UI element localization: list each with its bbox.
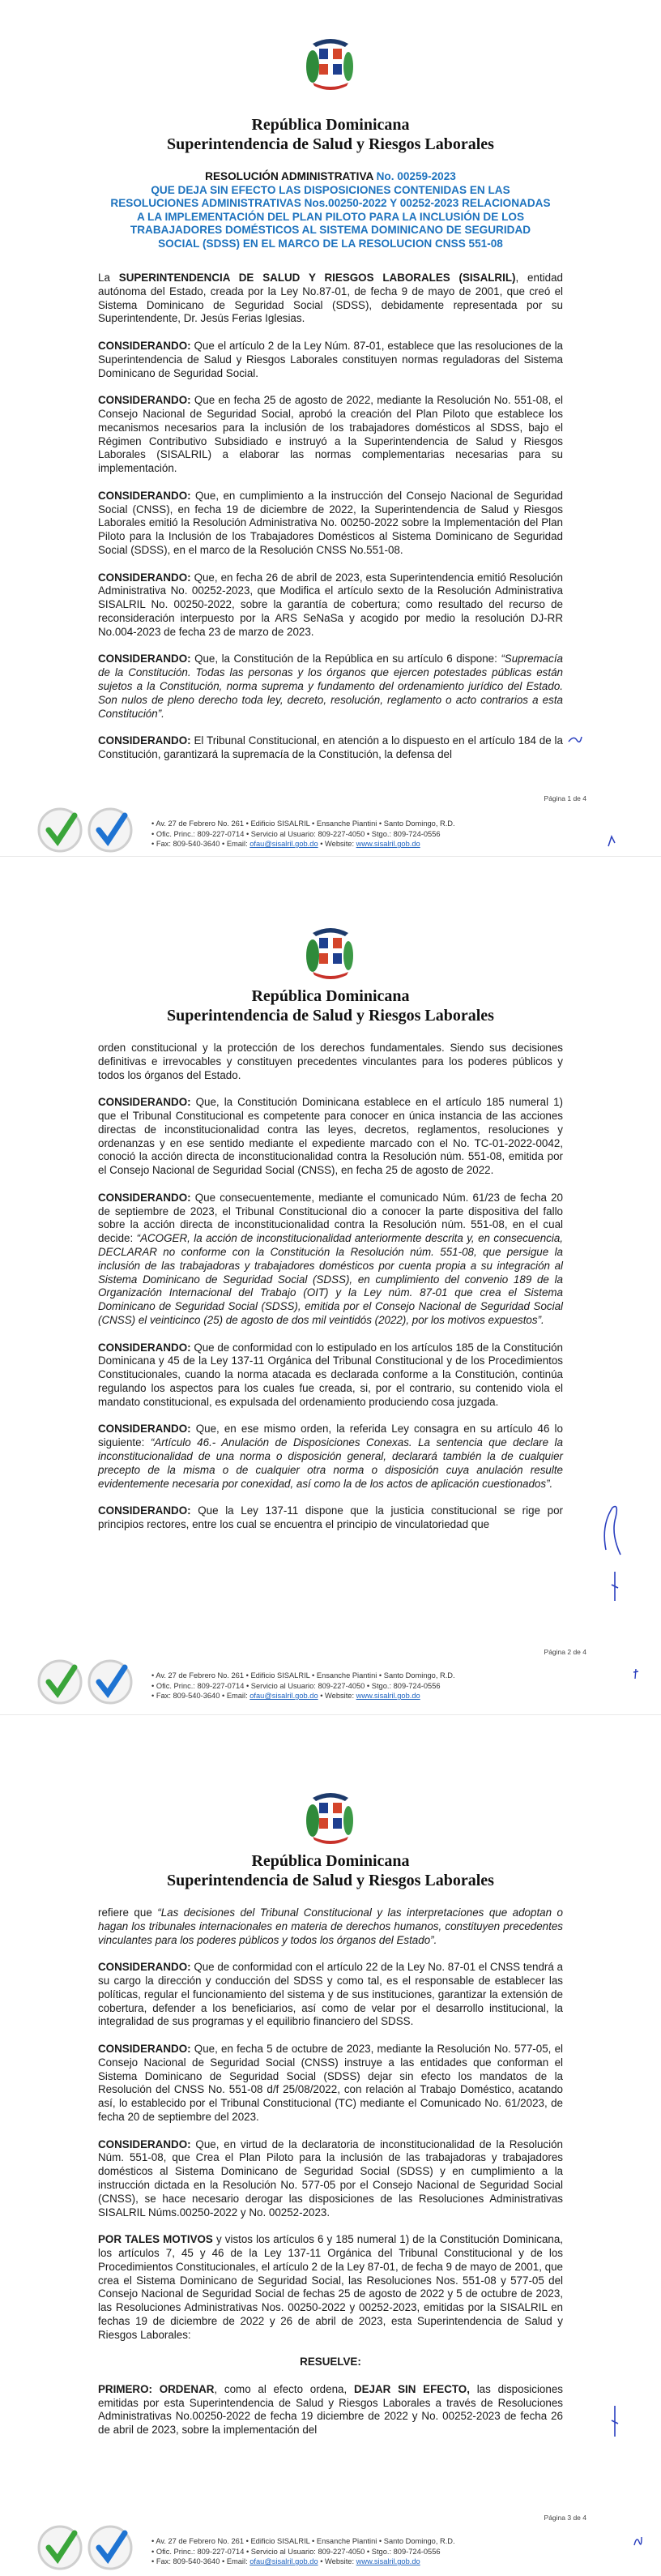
resolution-subtitle-line: SOCIAL (SDSS) EN EL MARCO DE LA RESOLUCION CNSS 551-08: [158, 237, 503, 250]
coat-of-arms-icon: [301, 1787, 360, 1851]
letterhead: [0, 1851, 661, 1890]
resolution-subtitle-line: A LA IMPLEMENTACIÓN DEL PLAN PILOTO PARA LA INCLUSIÓN DE LOS: [136, 210, 525, 223]
entity-name: SUPERINTENDENCIA DE SALUD Y RIESGOS LABORALES (SISALRIL): [118, 272, 516, 284]
resolution-subtitle-line: RESOLUCIONES ADMINISTRATIVAS Nos.00250-2022 Y 00252-2023 RELACIONADAS: [110, 197, 551, 210]
vinculatoriedad-quote: “Las decisiones del Tribunal Constitucional y las interpretaciones que adoptan o hagan los tribunales internacionales en materia de derechos humanos, constituyen precedentes vinculantes para los poderes públicos y todos los órganos del Estado”.: [98, 1906, 563, 1946]
article-46-quote: “Artículo 46.- Anulación de Disposiciones Conexas. La sentencia que declare la inconstitucionalidad de una norma o disposición general, declarará también la de cualquier precepto de la misma o de cualquier otra norma o disposición cuya anulación resulte evidentemente necesaria por conexidad, así como la de los actos de aplicación cuestionados”.: [98, 1436, 563, 1490]
letterhead-country: República Dominicana: [251, 1852, 410, 1870]
email-link[interactable]: ofau@sisalril.gob.do: [249, 840, 318, 849]
website-link[interactable]: www.sisalril.gob.do: [356, 1692, 420, 1701]
page-number: Página 2 de 4: [544, 1648, 586, 1656]
intro-paragraph: La SUPERINTENDENCIA DE SALUD Y RIESGOS LABORALES (SISALRIL), entidad autónoma del Estado, creada por la Ley No.87-01, de fecha 9 de mayo de 2001, que creó el Sistema Dominicano de Seguridad Social (SDSS), debidamente representada por su Superintendente, Dr. Jesús Ferias Iglesias.: [98, 272, 563, 325]
document-page-2: [0, 856, 661, 1714]
page-3-body: [98, 1906, 563, 2451]
resuelve-heading: RESUELVE:: [300, 2356, 361, 2368]
page-1-body: [98, 272, 563, 775]
considerando-paragraph: CONSIDERANDO: Que, en fecha 5 de octubre de 2023, mediante la Resolución No. 577-05, el Consejo Nacional de Seguridad Social (CNSS) instruye a las entidades que conforman el Sistema Dominicano de Seguridad Social (SDSS) dejar sin efecto los mandatos de la Resolución del CNSS No. 551-08 d/f 25/08/2022, con relación al Trabajo Doméstico, acatando así, lo establecido por el Tribunal Constitucional (TC) mediante el Comunicado No. 61/2023, de fecha 20 de septiembre del 2023.: [98, 2042, 563, 2123]
page-footer: [0, 804, 661, 856]
resolution-prefix: RESOLUCIÓN ADMINISTRATIVA: [205, 170, 373, 182]
considerando-paragraph: CONSIDERANDO: Que, la Constitución Dominicana establece en el artículo 185 numeral 1) que el Tribunal Constitucional es competente para conocer en única instancia de las acciones directas de inconstitucionalidad contra las leyes, decretos, reglamentos, resoluciones y ordenanzas y en ese sentido mediante el expediente marcado con el No. TC-01-2022-0042, conoció la acción directa de inconstitucionalidad contra la Resolución núm. 551-08, emitida por el Consejo Nacional de Seguridad Social (CNSS), en fecha 25 de agosto de 2022.: [98, 1096, 563, 1177]
tribunal-quote: “ACOGER, la acción de inconstitucionalidad anteriormente descrita y, en consecuencia, DECLARAR no conforme con la Constitución la Resolución núm. 551-08, que persigue la inclusión de las trabajadoras y trabajadores domésticos por cuenta propia a su integración al Sistema Dominicano de Seguridad Social (SDSS), en cumplimiento del convenio 189 de la Organización Internacional del Trabajo (OIT) y la Ley núm. 87-01 que crea el Sistema Dominicano de Seguridad Social (SDSS), emitida por el Consejo Nacional de Seguridad Social (CNSS) el veinticinco (25) de agosto de dos mil veintidós (2022), por los motivos expuestos”.: [98, 1232, 563, 1326]
document-page-1: [0, 0, 661, 856]
signature-mark-icon: [606, 833, 617, 848]
page-2-body: [98, 1042, 563, 1545]
continuation-paragraph: orden constitucional y la protección de los derechos fundamentales. Siendo sus decisiones definitivas e irrevocables y constituyen precedentes vinculantes para los poderes públicos y todos los órganos del Estado.: [98, 1042, 563, 1081]
letterhead-institution: Superintendencia de Salud y Riesgos Laborales: [167, 1007, 494, 1025]
considerando-paragraph: CONSIDERANDO: Que de conformidad con el artículo 22 de la Ley No. 87-01 el CNSS tendrá a su cargo la dirección y conducción del SDSS y como tal, es el responsable de establecer las políticas, regular el funcionamiento del sistema y de sus instituciones, garantizar la extensión de cobertura, defender a los beneficiarios, así como de velar por el desarrollo institucional, la integralidad de sus programas y el equilibrio financiero del SDSS.: [98, 1961, 563, 2028]
letterhead-country: República Dominicana: [251, 987, 410, 1005]
certification-seal-blue-icon: [87, 1659, 133, 1705]
considerando-paragraph: CONSIDERANDO: Que, en fecha 26 de abril de 2023, esta Superintendencia emitió Resolución Administrativa No. 00252-2023, que Modifica el artículo sexto de la Resolución Administrativa SISALRIL No. 00250-2022, sobre la garantía de cobertura; como resultado del recurso de reconsideración interpuesto por la ARS SeNaSa y acogido por medio la resolución DJ-RR No.004-2023 de fecha 23 de marzo de 2023.: [98, 571, 563, 638]
signature-mark-icon: [567, 734, 583, 745]
website-link[interactable]: www.sisalril.gob.do: [356, 2557, 420, 2566]
signature-mark-icon: [609, 2404, 620, 2438]
signature-mark-icon: [598, 1501, 627, 1558]
considerando-paragraph: CONSIDERANDO: Que el artículo 2 de la Ley Núm. 87-01, establece que las resoluciones de la Superintendencia de Salud y Riesgos Laborales constituyen normas reguladoras del Sistema Dominicano de Seguridad Social.: [98, 339, 563, 379]
considerando-paragraph: CONSIDERANDO: Que, en cumplimiento a la instrucción del Consejo Nacional de Seguridad Social (CNSS), en fecha 19 de diciembre de 2022, la Superintendencia de Salud y Riesgos Laborales emitió la Resolución Administrativa No. 00250-2022 sobre la Implementación del Plan Piloto para la Inclusión de los Trabajadores Domésticos al Sistema Dominicano de Seguridad Social (SDSS), en el marco de la Resolución CNSS No.551-08.: [98, 489, 563, 556]
footer-contact: • Av. 27 de Febrero No. 261 • Edificio SISALRIL • Ensanche Piantini • Santo Domingo, R.D. • Ofic. Princ.: 809-227-0714 • Servicio al Usuario: 809-227-4050 • Stgo.: 809-724-0556 • Fax: 809-540-3640 • Email: ofau@sisalril.gob.do • Website: www.sisalril.gob.do: [151, 1671, 455, 1701]
resolution-title: [97, 170, 564, 251]
footer-contact: • Av. 27 de Febrero No. 261 • Edificio SISALRIL • Ensanche Piantini • Santo Domingo, R.D. • Ofic. Princ.: 809-227-0714 • Servicio al Usuario: 809-227-4050 • Stgo.: 809-724-0556 • Fax: 809-540-3640 • Email: ofau@sisalril.gob.do • Website: www.sisalril.gob.do: [151, 819, 455, 849]
primero-paragraph: PRIMERO: ORDENAR, como al efecto ordena, DEJAR SIN EFECTO, las disposiciones emitidas por esta Superintendencia de Salud y Riesgos Laborales a través de Resoluciones Administrativas No.00250-2022 de fecha 19 diciembre de 2022 y No. 00252-2023 de fecha 26 de abril de 2023, sobre la implementación del: [98, 2382, 563, 2437]
signature-mark-icon: [632, 1667, 640, 1680]
coat-of-arms-icon: [301, 922, 360, 986]
resolution-subtitle-line: TRABAJADORES DOMÉSTICOS AL SISTEMA DOMINICANO DE SEGURIDAD: [130, 224, 531, 237]
certification-seal-green-icon: [37, 807, 83, 853]
certification-seal-green-icon: [37, 1659, 83, 1705]
website-link[interactable]: www.sisalril.gob.do: [356, 840, 420, 849]
constitution-quote: “Supremacía de la Constitución. Todas las personas y los órganos que ejercen potestades públicas están sujetos a la Constitución, norma suprema y fundamento del ordenamiento jurídico del Estado. Son nulos de pleno derecho toda ley, decreto, resolución, reglamento o acto contrarios a esta Constitución”.: [98, 653, 563, 720]
considerando-paragraph: CONSIDERANDO: Que, en ese mismo orden, la referida Ley consagra en su artículo 46 lo siguiente: “Artículo 46.- Anulación de Disposiciones Conexas. La sentencia que declare la inconstitucionalidad de una norma o disposición general, declarará también la de cualquier precepto de la misma o de cualquier otra norma o disposición cuya anulación resulte evidentemente necesaria por conexidad, así como la de los actos de aplicación cuestionados”.: [98, 1423, 563, 1490]
footer-contact: • Av. 27 de Febrero No. 261 • Edificio SISALRIL • Ensanche Piantini • Santo Domingo, R.D. • Ofic. Princ.: 809-227-0714 • Servicio al Usuario: 809-227-4050 • Stgo.: 809-724-0556 • Fax: 809-540-3640 • Email: ofau@sisalril.gob.do • Website: www.sisalril.gob.do: [151, 2537, 455, 2566]
considerando-paragraph: CONSIDERANDO: Que consecuentemente, mediante el comunicado Núm. 61/23 de fecha 20 de septiembre de 2023, el Tribunal Constitucional dio a conocer la parte dispositiva del fallo sobre la acción directa de inconstitucionalidad contra la Resolución núm. 551-08, en el cual decide: “ACOGER, la acción de inconstitucionalidad anteriormente descrita y, en consecuencia, DECLARAR no conforme con la Constitución la Resolución núm. 551-08, que persigue la inclusión de las trabajadoras y trabajadores domésticos por cuenta propia a su integración al Sistema Dominicano de Seguridad Social (SDSS), en cumplimiento del convenio 189 de la Organización Internacional del Trabajo (OIT) y la Ley núm. 87-01 que crea el Sistema Dominicano de Seguridad Social (SDSS), emitida por el Consejo Nacional de Seguridad Social (CNSS) el veinticinco (25) de agosto de dos mil veintidós (2022), por los motivos expuestos”.: [98, 1191, 563, 1326]
considerando-paragraph: CONSIDERANDO: El Tribunal Constitucional, en atención a lo dispuesto en el artículo 184 de la Constitución, garantizará la supremacía de la Constitución, la defensa del: [98, 734, 563, 760]
signature-mark-icon: [609, 1570, 620, 1603]
letterhead-institution: Superintendencia de Salud y Riesgos Laborales: [167, 135, 494, 153]
certification-seal-blue-icon: [87, 807, 133, 853]
document-page-3: [0, 1714, 661, 2576]
certification-seal-blue-icon: [87, 2525, 133, 2570]
page-footer: [0, 1656, 661, 1714]
considerando-paragraph: CONSIDERANDO: Que, en virtud de la declaratoria de inconstitucionalidad de la Resolución Núm. 551-08, que Crea el Plan Piloto para la inclusión de las trabajadoras y trabajadores domésticos al Sistema Dominicano de Seguridad Social (SDSS) y en cumplimiento a la instrucción dictada en la Resolución No. 577-05 por el Consejo Nacional de Seguridad Social (CNSS), se hace necesario derogar las disposiciones de las Resoluciones Administrativas SISALRIL Núms.00250-2022 y No. 00252-2023.: [98, 2137, 563, 2219]
continuation-paragraph: refiere que “Las decisiones del Tribunal Constitucional y las interpretaciones que adoptan o hagan los tribunales internacionales en materia de derechos humanos, constituyen precedentes vinculantes para los poderes públicos y todos los órganos del Estado”.: [98, 1906, 563, 1946]
letterhead: [0, 115, 661, 154]
certification-seal-green-icon: [37, 2525, 83, 2570]
page-number: Página 3 de 4: [544, 2514, 586, 2522]
letterhead: [0, 986, 661, 1025]
resolution-number: No. 00259-2023: [376, 170, 456, 182]
considerando-paragraph: CONSIDERANDO: Que la Ley 137-11 dispone que la justicia constitucional se rige por principios rectores, entre los cual se encuentra el principio de vinculatoriedad que: [98, 1504, 563, 1530]
email-link[interactable]: ofau@sisalril.gob.do: [249, 1692, 318, 1701]
signature-mark-icon: [632, 2534, 643, 2548]
coat-of-arms-icon: [301, 32, 360, 97]
email-link[interactable]: ofau@sisalril.gob.do: [249, 2557, 318, 2566]
por-tales-motivos-paragraph: POR TALES MOTIVOS y vistos los artículos 6 y 185 numeral 1) de la Constitución Dominicana, los artículos 7, 45 y 46 de la Ley 137-11 Orgánica del Tribunal Constitucional y de los Procedimientos Constitucionales, el artículo 2 de la Ley 87-01, de fecha 9 de mayo de 2001, que crea el Sistema Dominicano de Seguridad Social, las Resoluciones Nos. 551-08 y 577-05 del Consejo Nacional de Seguridad Social de fechas 25 de agosto de 2022 y 5 de octubre de 2023, las Resoluciones Administrativas Nos. 00250-2022 y 00252-2023, emitidas por la SISALRIL en fechas 19 de diciembre de 2022 y 26 de abril de 2023, esta Superintendencia de Salud y Riesgos Laborales:: [98, 2233, 564, 2341]
letterhead-institution: Superintendencia de Salud y Riesgos Laborales: [167, 1872, 494, 1889]
considerando-paragraph: CONSIDERANDO: Que, la Constitución de la República en su artículo 6 dispone: “Supremacía de la Constitución. Todas las personas y los órganos que ejercen potestades públicas están sujetos a la Constitución, norma suprema y fundamento del ordenamiento jurídico del Estado. Son nulos de pleno derecho toda ley, decreto, resolución, reglamento o acto contrarios a esta Constitución”.: [98, 653, 563, 720]
letterhead-country: República Dominicana: [251, 116, 410, 134]
considerando-paragraph: CONSIDERANDO: Que de conformidad con lo estipulado en los artículos 185 de la Constitución Dominicana y 45 de la Ley 137-11 Orgánica del Tribunal Constitucional y de los Procedimientos Constitucionales, cuando la norma atacada es declarada conforme a la Constitución, continúa regulando los aspectos para los cuales fue creada, si, por el contrario, su contenido viola el mandato constitucional, es expulsada del ordenamiento produciendo cosa juzgada.: [98, 1341, 563, 1408]
resolution-subtitle-line: QUE DEJA SIN EFECTO LAS DISPOSICIONES CONTENIDAS EN LAS: [151, 183, 510, 196]
considerando-paragraph: CONSIDERANDO: Que en fecha 25 de agosto de 2022, mediante la Resolución No. 551-08, el Consejo Nacional de Seguridad Social, aprobó la creación del Plan Piloto que establece los mecanismos necesarios para la inclusión de los trabajadores domésticos al SDSS, bajo el Régimen Contributivo Subsidiado e instruyó a la Superintendencia de Salud y Riesgos Laborales (SISALRIL) a elaborar las normas complementarias necesarias para su implementación.: [98, 394, 563, 475]
page-number: Página 1 de 4: [544, 794, 586, 802]
page-footer: [0, 2522, 661, 2576]
